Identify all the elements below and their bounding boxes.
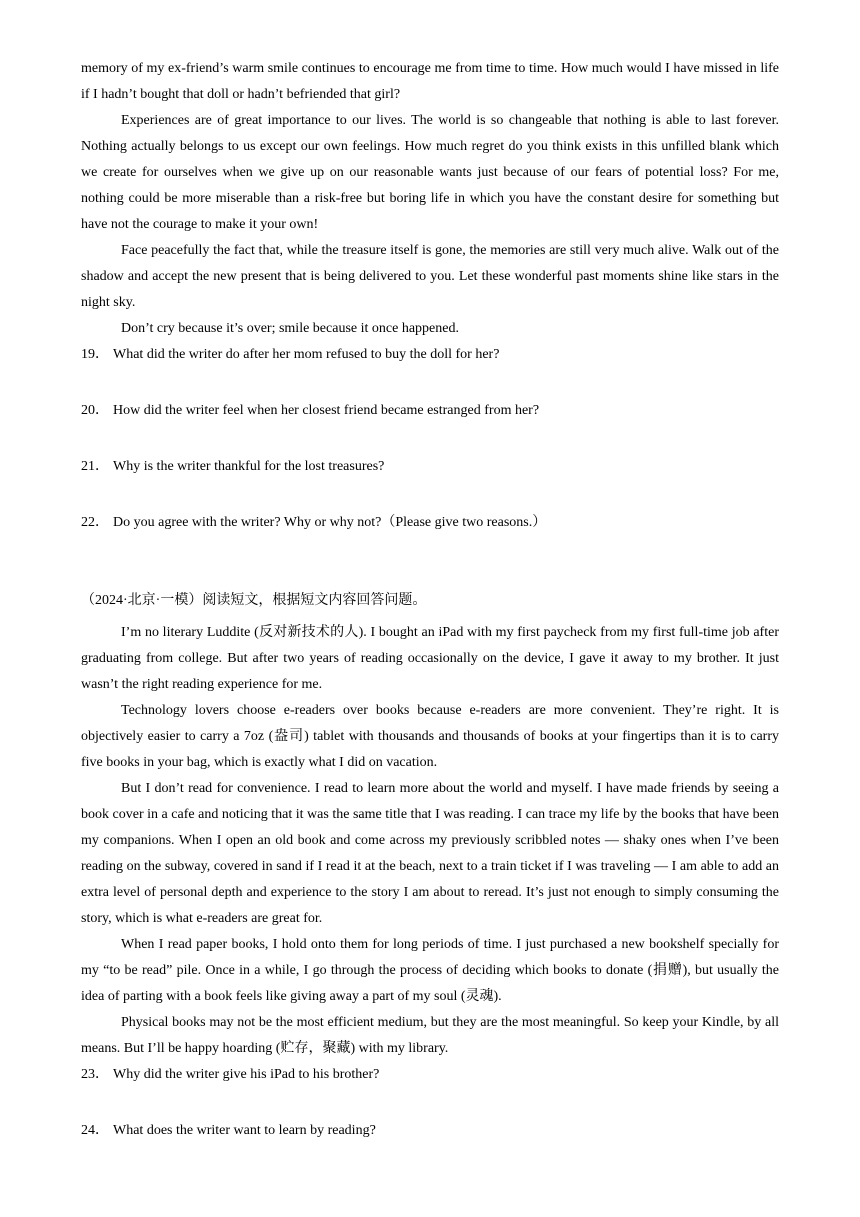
passage2-paragraph-4: When I read paper books, I hold onto them for long periods of time. I just purchased a new bookshelf specially for my “to be read” pile. Once in a while, I go through the process of deciding which books to donate (捐赠), but usually the idea of parting with a book feels like giving away a part of my soul (灵魂). [81, 937, 779, 1004]
question-number: 24． [81, 1123, 109, 1138]
question-text: How did the writer feel when her closest friend became estranged from her? [113, 403, 540, 418]
answer-space[interactable] [81, 424, 779, 454]
answer-space[interactable] [81, 368, 779, 398]
question-text: Why did the writer give his iPad to his brother? [113, 1067, 380, 1082]
passage2-paragraph-5: Physical books may not be the most efficient medium, but they are the most meaningful. So keep your Kindle, by all means. But I’ll be happy hoarding (贮存，聚藏) with my library. [81, 1015, 779, 1056]
question-number: 22． [81, 515, 109, 530]
question-24 [81, 1118, 779, 1144]
passage1-paragraph-1: Experiences are of great importance to our lives. The world is so changeable that nothing is able to last forever. Nothing actually belongs to us except our own feelings. How much regret do you think exists in this unfilled blank which we create for ourselves when we give up on our reasonable wants just because of our fears of potential loss? For me, nothing could be more miserable than a risk-free but boring life in which you have the constant desire for something but have not the courage to make it your own! [81, 113, 779, 232]
passage1-paragraph-2: Face peacefully the fact that, while the treasure itself is gone, the memories are still very much alive. Walk out of the shadow and accept the new present that is being delivered to you. Let these wonderful past moments shine like stars in the night sky. [81, 243, 779, 310]
question-19 [81, 342, 779, 368]
question-number: 23． [81, 1067, 109, 1082]
question-number: 20． [81, 403, 109, 418]
passage1-paragraph-0: memory of my ex-friend’s warm smile continues to encourage me from time to time. How much would I have missed in life if I hadn’t bought that doll or hadn’t befriended that girl? [81, 61, 779, 102]
passage2-paragraph-1: I’m no literary Luddite (反对新技术的人). I bought an iPad with my first paycheck from my first full-time job after graduating from college. But after two years of reading occasionally on the device, I gave it away to my brother. It just wasn’t the right reading experience for me. [81, 625, 779, 692]
question-23 [81, 1062, 779, 1088]
answer-space[interactable] [81, 536, 779, 588]
question-21 [81, 454, 779, 480]
passage2-paragraph-3: But I don’t read for convenience. I read to learn more about the world and myself. I have made friends by seeing a book cover in a cafe and noticing that it was the same title that I was reading. I can trace my life by the books that have been my companions. When I open an old book and come across my previously scribbled notes — shaky ones when I’ve been reading on the subway, covered in sand if I read it at the beach, next to a train ticket if I was traveling — I am able to add an extra level of personal depth and experience to the story I am about to reread. It’s just not enough to simply consuming the story, which is what e-readers are great for. [81, 781, 779, 926]
question-number: 19． [81, 347, 109, 362]
question-text: Why is the writer thankful for the lost treasures? [113, 459, 385, 474]
passage1-paragraph-3: Don’t cry because it’s over; smile because it once happened. [121, 321, 459, 336]
question-text: Do you agree with the writer? Why or why not?（Please give two reasons.） [113, 515, 547, 530]
question-20 [81, 398, 779, 424]
answer-space[interactable] [81, 1088, 779, 1118]
passage2-paragraph-2: Technology lovers choose e-readers over books because e-readers are more convenient. They’re right. It is objectively easier to carry a 7oz (盎司) tablet with thousands and thousands of books at your fingertips than it is to carry five books in your bag, which is exactly what I did on vacation. [81, 703, 779, 770]
document-page [81, 56, 779, 1144]
question-number: 21． [81, 459, 109, 474]
question-text: What did the writer do after her mom refused to buy the doll for her? [113, 347, 500, 362]
question-text: What does the writer want to learn by reading? [113, 1123, 376, 1138]
answer-space[interactable] [81, 480, 779, 510]
question-22 [81, 510, 779, 536]
section-header: （2024·北京·一模）阅读短文，根据短文内容回答问题。 [81, 593, 427, 608]
